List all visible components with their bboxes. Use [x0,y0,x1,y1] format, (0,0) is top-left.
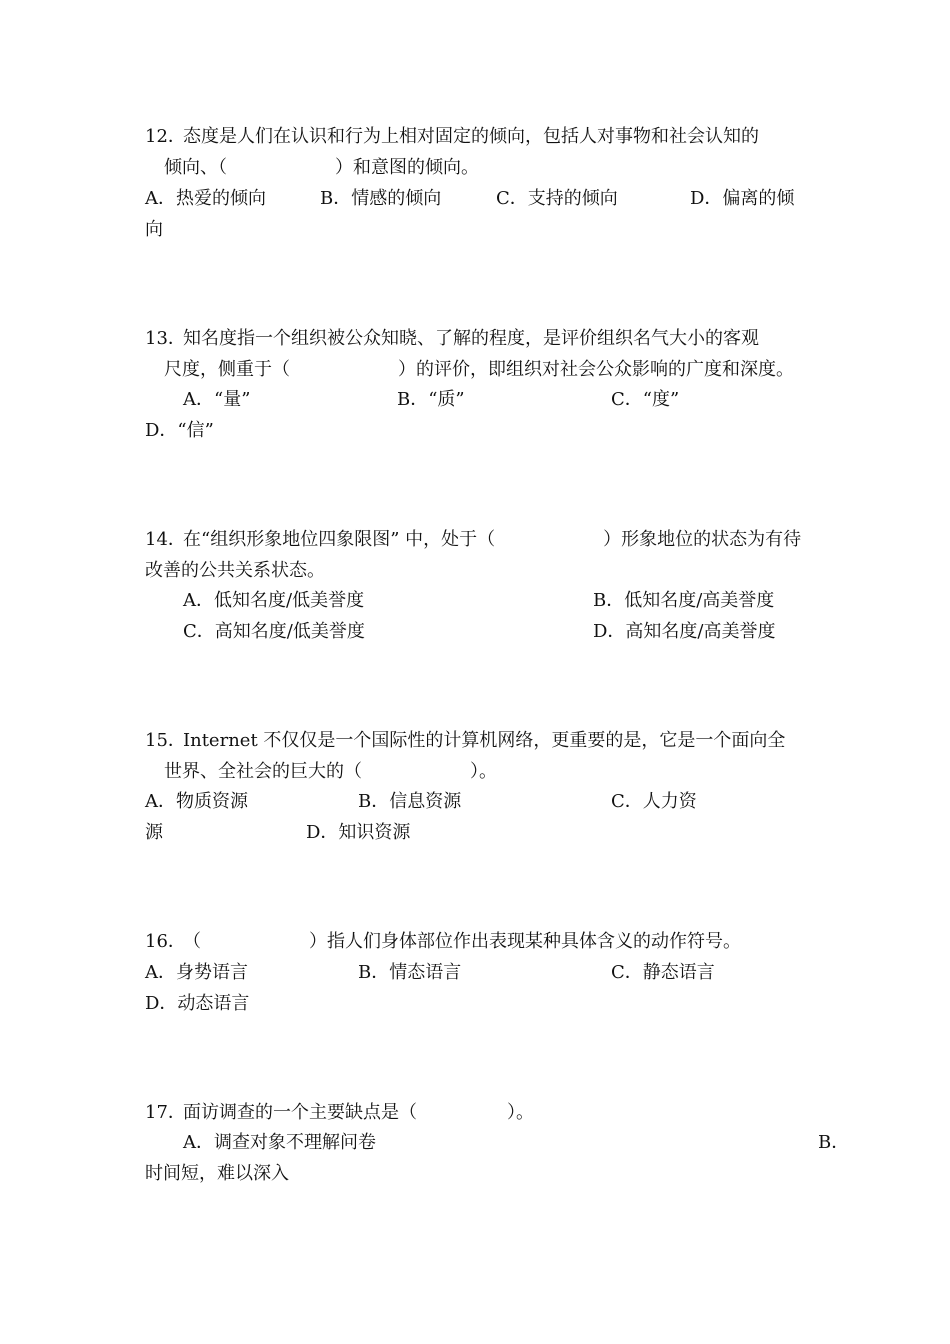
question-number: 12． [145,126,186,147]
option-a: A．“量” [183,389,251,410]
question-number: 16． [145,931,186,952]
question-stem-line1: Internet 不仅仅是一个国际性的计算机网络，更重要的是，它是一个面向全 [183,730,786,751]
option-b-continuation: 时间短，难以深入 [145,1163,289,1184]
question-stem-line1: （ ）指人们身体部位作出表现某种具体含义的动作符号。 [183,931,741,952]
question-number: 13． [145,328,186,349]
option-d: D．高知名度/高美誉度 [593,621,776,642]
option-a: A．身势语言 [145,962,248,983]
question-stem-line1: 态度是人们在认识和行为上相对固定的倾向，包括人对事物和社会认知的 [183,126,759,147]
option-d: D．“信” [145,420,214,441]
option-d: D．知识资源 [306,822,411,843]
question-number: 17． [145,1102,186,1123]
question-stem-line1: 在“组织形象地位四象限图” 中，处于（ ）形象地位的状态为有待 [183,529,802,550]
question-stem-line2: 倾向、（ ）和意图的倾向。 [164,157,479,178]
option-continuation: 向 [145,219,163,240]
option-a: A．调查对象不理解问卷 [183,1132,376,1153]
option-b: B．情感的倾向 [320,188,442,209]
option-c: C．静态语言 [611,962,715,983]
question-number: 15． [145,730,186,751]
question-stem-line2: 世界、全社会的巨大的（ ）。 [164,761,497,782]
question-stem-line1: 面访调查的一个主要缺点是（ ）。 [183,1102,534,1123]
option-d: D．偏离的倾 [690,188,795,209]
option-b: B．低知名度/高美誉度 [593,590,775,611]
question-stem-line2: 改善的公共关系状态。 [145,560,325,581]
question-stem-line1: 知名度指一个组织被公众知晓、了解的程度，是评价组织名气大小的客观 [183,328,759,349]
option-c: C．支持的倾向 [496,188,618,209]
option-b: B． [818,1132,850,1153]
option-b: B．“质” [397,389,465,410]
question-number: 14． [145,529,186,550]
option-c: C．高知名度/低美誉度 [183,621,365,642]
option-a: A．物质资源 [145,791,248,812]
option-d: D．动态语言 [145,993,250,1014]
option-b: B．信息资源 [358,791,462,812]
option-b: B．情态语言 [358,962,462,983]
option-c: C．人力资 [611,791,697,812]
option-a: A．热爱的倾向 [145,188,266,209]
option-continuation: 源 [145,822,163,843]
question-stem-line2: 尺度，侧重于（ ）的评价，即组织对社会公众影响的广度和深度。 [164,359,794,380]
option-c: C．“度” [611,389,680,410]
option-a: A．低知名度/低美誉度 [183,590,365,611]
